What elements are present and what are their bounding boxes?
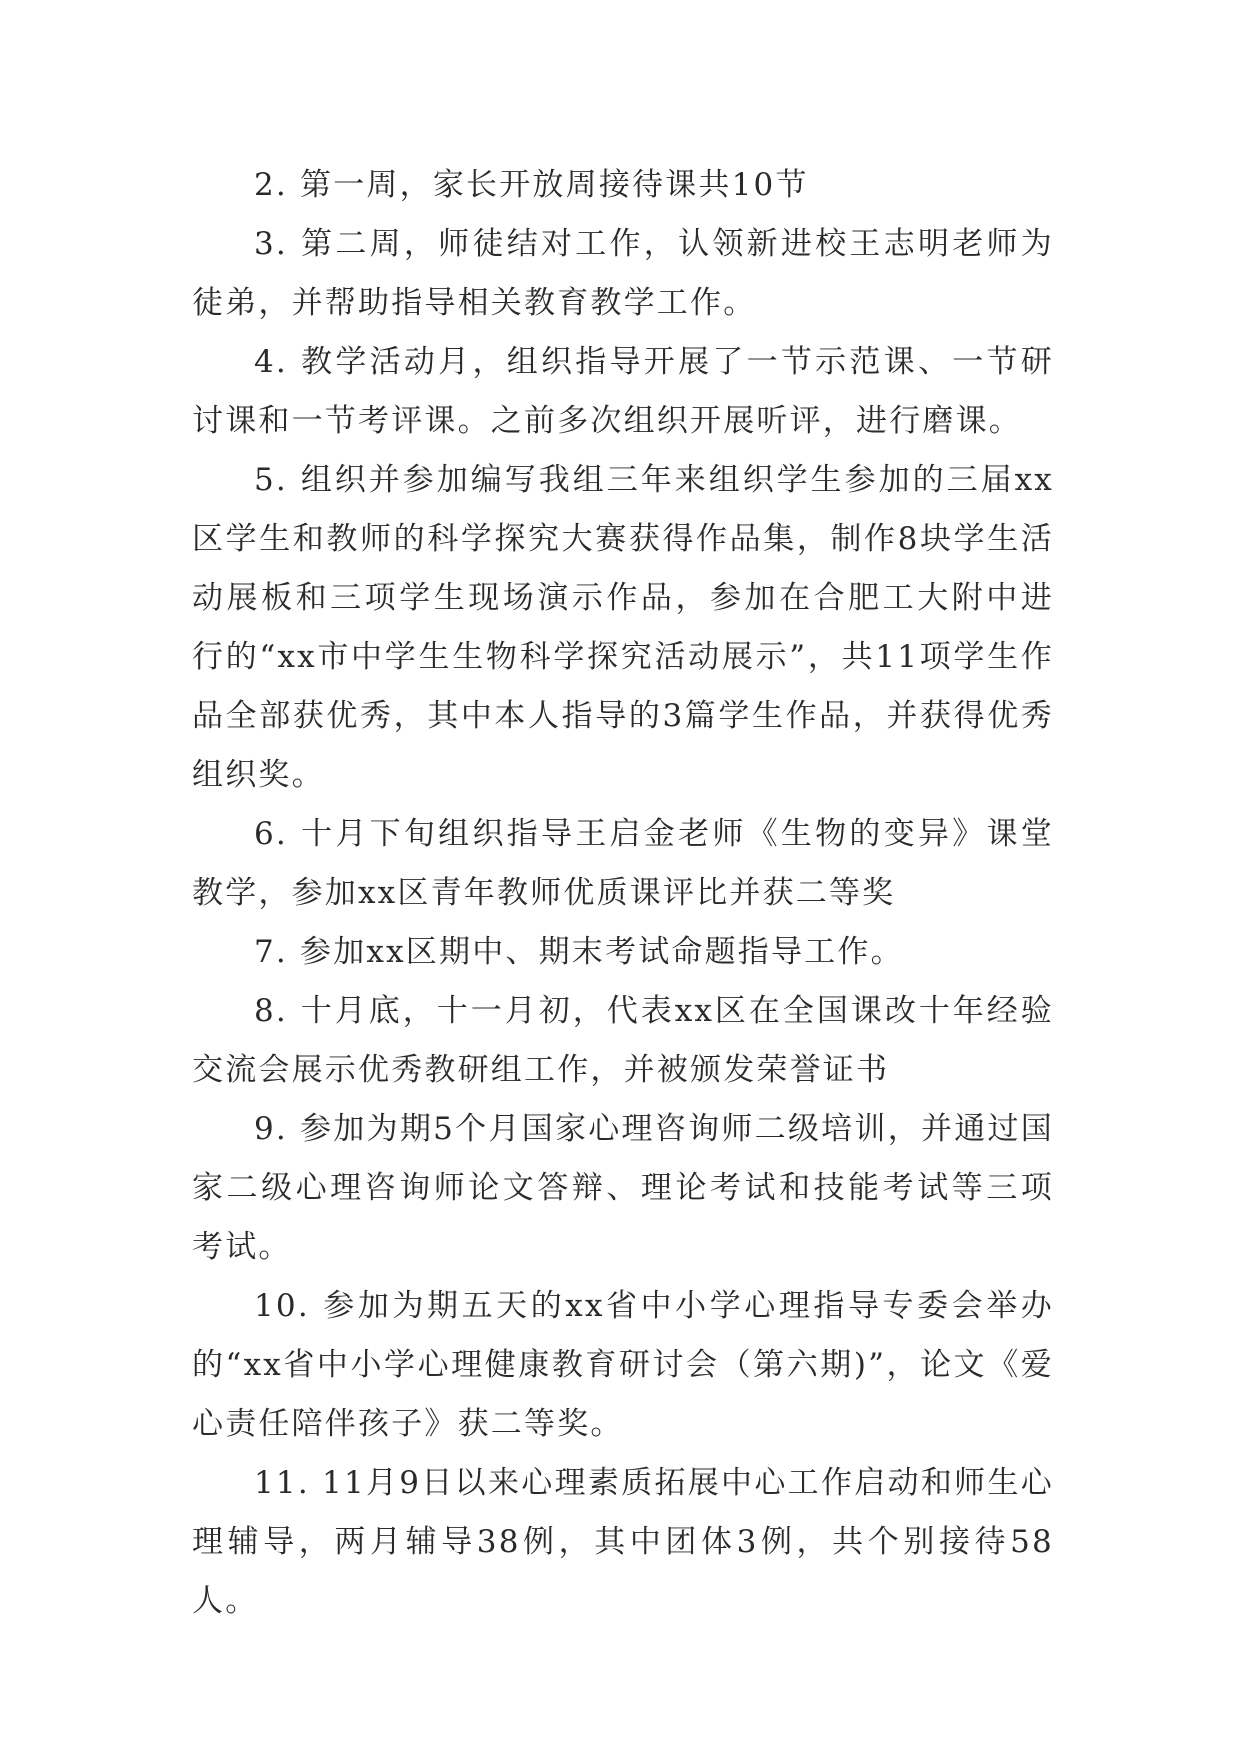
list-item-8: 8. 十月底，十一月初，代表xx区在全国课改十年经验交流会展示优秀教研组工作，并被颁发荣誉证书 (192, 993, 1054, 1088)
document-body (192, 156, 1054, 1631)
list-item-2: 2. 第一周，家长开放周接待课共10节 (254, 167, 809, 203)
list-item-9: 9. 参加为期5个月国家心理咨询师二级培训，并通过国家二级心理咨询师论文答辩、理论考试和技能考试等三项考试。 (192, 1111, 1054, 1265)
list-item-7: 7. 参加xx区期中、期末考试命题指导工作。 (254, 934, 904, 970)
list-item-10: 10. 参加为期五天的xx省中小学心理指导专委会举办的“xx省中小学心理健康教育研讨会（第六期)”，论文《爱心责任陪伴孩子》获二等奖。 (192, 1288, 1054, 1442)
list-item-3: 3. 第二周，师徒结对工作，认领新进校王志明老师为徒弟，并帮助指导相关教育教学工作。 (192, 226, 1054, 321)
list-item-4: 4. 教学活动月，组织指导开展了一节示范课、一节研讨课和一节考评课。之前多次组织开展听评，进行磨课。 (192, 344, 1054, 439)
list-item-5: 5. 组织并参加编写我组三年来组织学生参加的三届xx区学生和教师的科学探究大赛获得作品集，制作8块学生活动展板和三项学生现场演示作品，参加在合肥工大附中进行的“xx市中学生生物科学探究活动展示”，共11项学生作品全部获优秀，其中本人指导的3篇学生作品，并获得优秀组织奖。 (192, 462, 1054, 793)
list-item-11: 11. 11月9日以来心理素质拓展中心工作启动和师生心理辅导，两月辅导38例，其中团体3例，共个别接待58人。 (192, 1465, 1054, 1619)
list-item-6: 6. 十月下旬组织指导王启金老师《生物的变异》课堂教学，参加xx区青年教师优质课评比并获二等奖 (192, 816, 1054, 911)
